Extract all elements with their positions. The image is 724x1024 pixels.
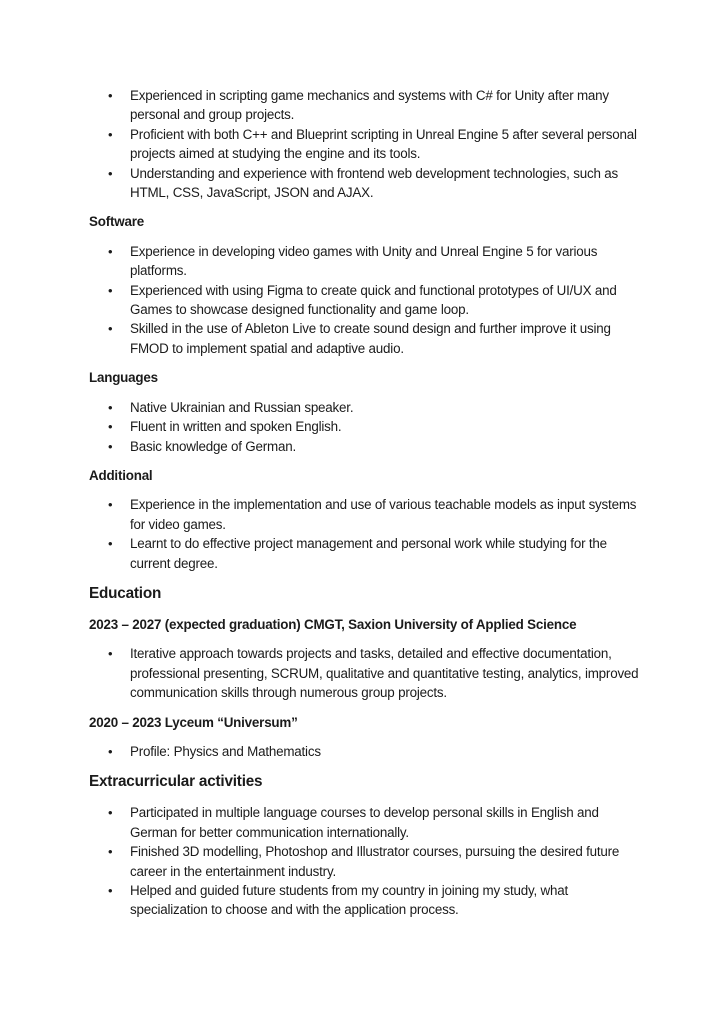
bullet-item: • Understanding and experience with frontend web development technologies, such as HTML, CSS, JavaScript, JSON and AJAX. [89, 164, 644, 203]
bullet-item: • Iterative approach towards projects and tasks, detailed and effective documentation, professional presenting, SCRUM, qualitative and quantitative testing, analytics, improved communication skills through numerous group projects. [89, 644, 644, 702]
bullet-item: • Experience in the implementation and use of various teachable models as input systems for video games. [89, 495, 644, 534]
bullet-item: • Participated in multiple language courses to develop personal skills in English and German for better communication internationally. [89, 803, 644, 842]
languages-list [89, 398, 644, 456]
bullet-item: • Profile: Physics and Mathematics [89, 742, 644, 761]
heading-education: Education [89, 584, 162, 602]
heading-extracurricular: Extracurricular activities [89, 773, 263, 791]
bullet-item: • Learnt to do effective project management and personal work while studying for the current degree. [89, 534, 644, 573]
bullet-item: • Native Ukrainian and Russian speaker. [89, 398, 644, 417]
bullet-item: • Experience in developing video games with Unity and Unreal Engine 5 for various platforms. [89, 242, 644, 281]
education-entry-list [89, 742, 644, 761]
education-entry-list [89, 644, 644, 702]
document-content [89, 86, 644, 920]
bullet-item: • Fluent in written and spoken English. [89, 417, 644, 436]
additional-list [89, 495, 644, 573]
heading-languages: Languages [89, 370, 158, 386]
education-entry-title: 2020 – 2023 Lyceum “Universum” [89, 714, 298, 730]
bullet-item: • Helped and guided future students from my country in joining my study, what specialization to choose and with the application process. [89, 881, 644, 920]
software-list [89, 242, 644, 358]
bullet-item: • Skilled in the use of Ableton Live to create sound design and further improve it using FMOD to implement spatial and adaptive audio. [89, 319, 644, 358]
bullet-item: • Proficient with both C++ and Blueprint scripting in Unreal Engine 5 after several personal projects aimed at studying the engine and its tools. [89, 125, 644, 164]
bullet-item: • Experienced with using Figma to create quick and functional prototypes of UI/UX and Games to showcase designed functionality and game loop. [89, 281, 644, 320]
extracurricular-list [89, 803, 644, 919]
bullet-item: • Finished 3D modelling, Photoshop and Illustrator courses, pursuing the desired future career in the entertainment industry. [89, 842, 644, 881]
heading-software: Software [89, 214, 144, 230]
bullet-item: • Experienced in scripting game mechanics and systems with C# for Unity after many personal and group projects. [89, 86, 644, 125]
bullet-item: • Basic knowledge of German. [89, 437, 644, 456]
skills-continued-list [89, 86, 644, 202]
heading-additional: Additional [89, 467, 153, 483]
education-entry-title: 2023 – 2027 (expected graduation) CMGT, Saxion University of Applied Science [89, 616, 577, 632]
